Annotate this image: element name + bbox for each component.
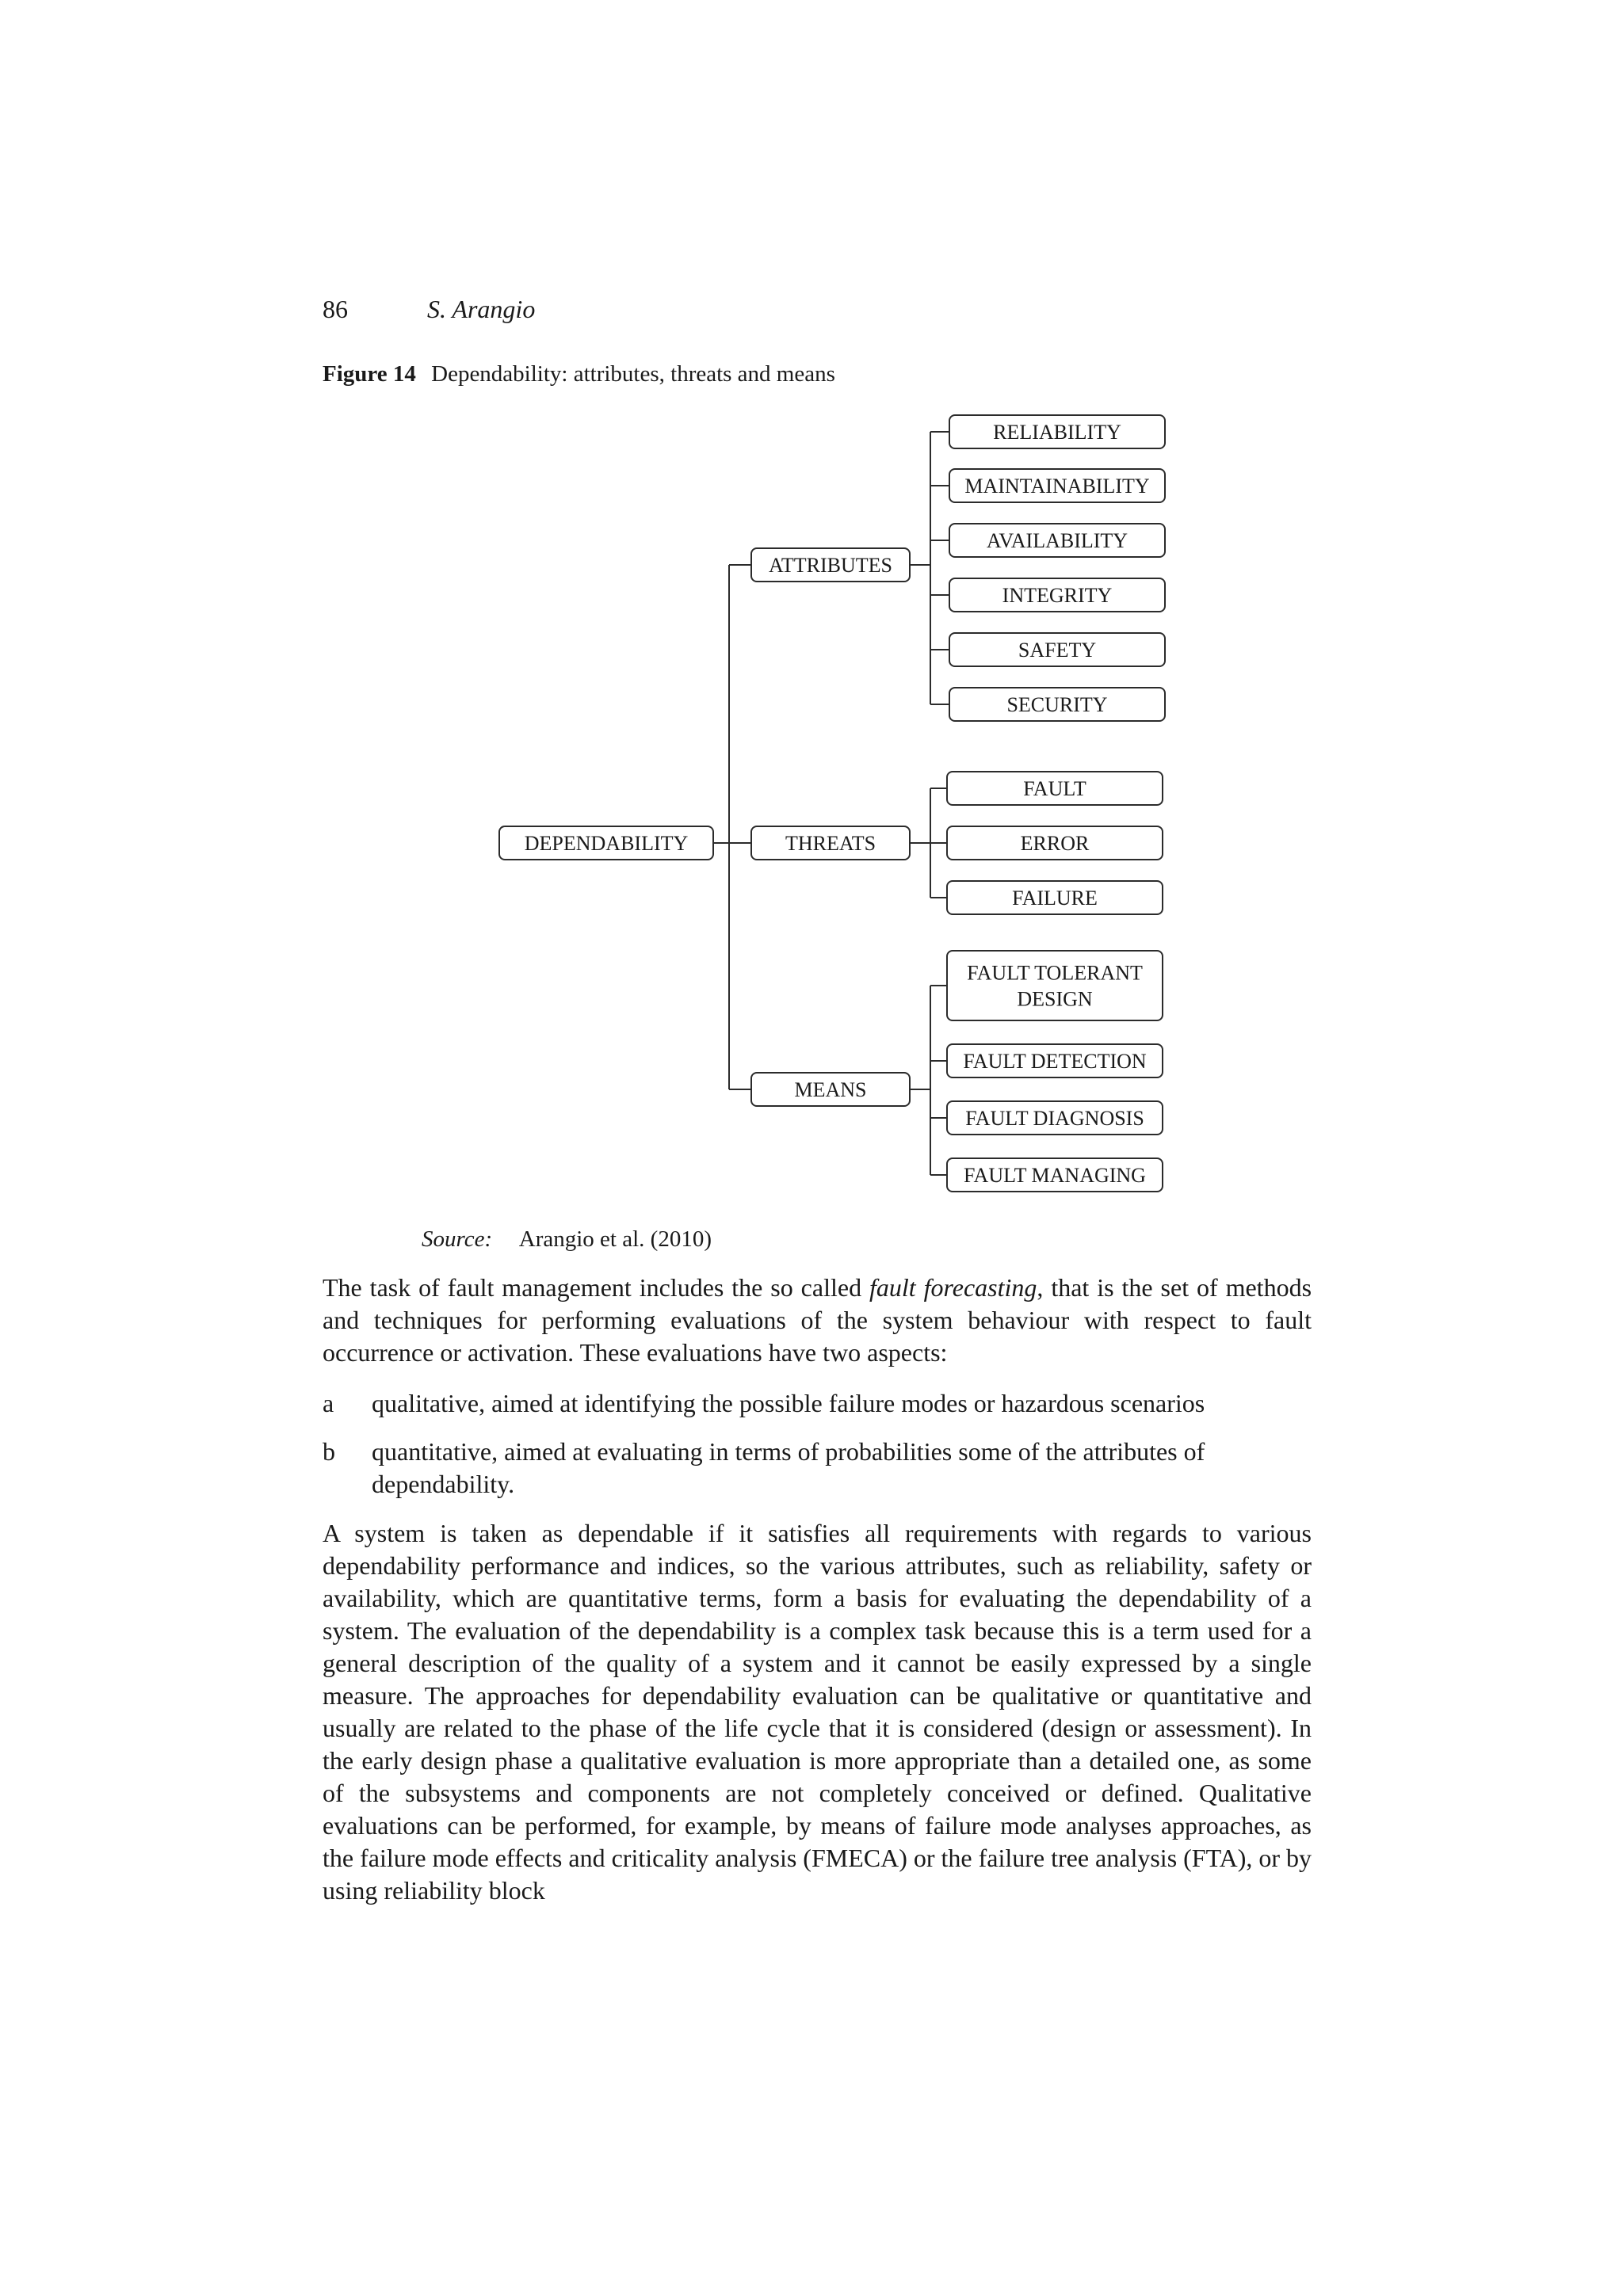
paragraph-2: A system is taken as dependable if it satisfies all requirements with regards to various dependability performance and indices, so the various attributes, such as reliability, safety or availability, which are quantitative terms, form a basis for evaluating the dependability of a system. The evaluation of the dependability is a complex task because this is a term used for a general description of the quality of a system and it cannot be easily expressed by a single measure. The approaches for dependability evaluation can be qualitative or quantitative and usually are related to the phase of the life cycle that it is considered (design or assessment). In the early design phase a qualitative evaluation is more appropriate than a detailed one, as some of the subsystems and components are not completely conceived or defined. Qualitative evaluations can be performed, for example, by means of failure mode analyses approaches, as the failure mode effects and criticality analysis (FMECA) or the failure tree analysis (FTA), or by using reliability block bbox=[323, 1519, 1312, 1905]
error-label: ERROR bbox=[1020, 832, 1090, 855]
security-label: SECURITY bbox=[1006, 693, 1108, 716]
paragraph-1-emphasis: fault forecasting bbox=[869, 1273, 1037, 1302]
means-label: MEANS bbox=[794, 1078, 867, 1101]
fault-detection-label: FAULT DETECTION bbox=[963, 1050, 1147, 1073]
maintainability-label: MAINTAINABILITY bbox=[964, 475, 1150, 498]
paragraph-1-start: The task of fault management includes the so called bbox=[323, 1273, 869, 1302]
list-item bbox=[323, 1387, 1312, 1420]
source-text: Arangio et al. (2010) bbox=[518, 1226, 712, 1252]
figure-label: Figure 14 bbox=[323, 361, 416, 387]
paragraph-1-end: , that is the set of methods and techniques for performing evaluations of the system behaviour with respect to fault occurrence or activation. These evaluations have two aspects: bbox=[323, 1273, 1312, 1367]
fault-managing-label: FAULT MANAGING bbox=[964, 1164, 1146, 1187]
fault-diagnosis-label: FAULT DIAGNOSIS bbox=[965, 1107, 1144, 1130]
source-label: Source: bbox=[422, 1226, 493, 1252]
integrity-label: INTEGRITY bbox=[1002, 584, 1113, 607]
reliability-label: RELIABILITY bbox=[993, 421, 1121, 444]
dependability-label: DEPENDABILITY bbox=[524, 832, 689, 855]
running-author: S. Arangio bbox=[427, 295, 536, 323]
safety-label: SAFETY bbox=[1018, 639, 1097, 662]
figure-source bbox=[422, 1226, 712, 1253]
figure-caption-text: Dependability: attributes, threats and means bbox=[431, 361, 835, 387]
attributes-label: ATTRIBUTES bbox=[769, 554, 892, 577]
fault-tolerant-design-label: DESIGN bbox=[1017, 987, 1093, 1011]
list-item-text: quantitative, aimed at evaluating in terms of probabilities some of the attributes of dependability. bbox=[372, 1437, 1205, 1498]
aspects-list bbox=[323, 1387, 1312, 1516]
fault-label: FAULT bbox=[1023, 777, 1086, 800]
paragraph-1 bbox=[323, 1272, 1312, 1369]
list-marker: a bbox=[323, 1389, 334, 1417]
availability-label: AVAILABILITY bbox=[986, 529, 1128, 552]
fault-tolerant-design-label: FAULT TOLERANT bbox=[967, 961, 1143, 985]
list-marker: b bbox=[323, 1437, 335, 1466]
failure-label: FAILURE bbox=[1012, 887, 1098, 910]
threats-label: THREATS bbox=[785, 832, 876, 855]
list-item bbox=[323, 1436, 1312, 1501]
page-number: 86 bbox=[323, 295, 348, 323]
list-item-text: qualitative, aimed at identifying the possible failure modes or hazardous scenarios bbox=[372, 1389, 1205, 1417]
